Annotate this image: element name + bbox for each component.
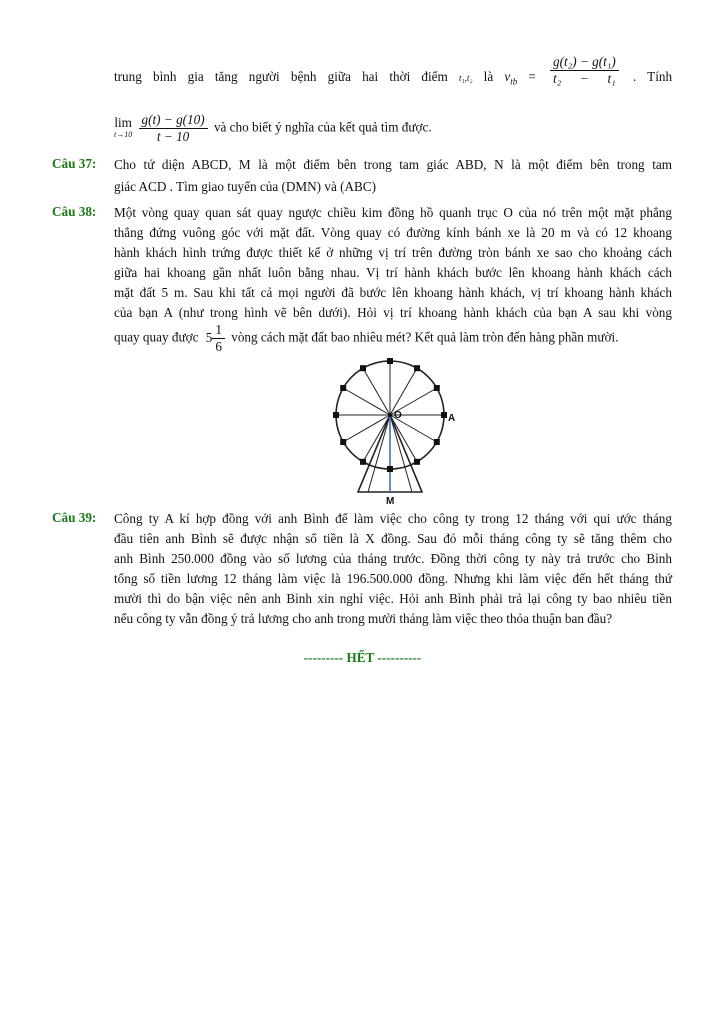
intro-line-2 xyxy=(114,112,672,145)
lim-word: lim xyxy=(114,114,132,130)
q39-line: đầu tiên anh Bình sẽ được nhận số tiền là X đồng. Sau đó mỗi tháng công ty sẽ tăng thêm cho xyxy=(114,531,672,546)
vtb-sub: tb xyxy=(510,76,518,87)
q38-last-before: quay quay được xyxy=(114,329,199,345)
limit-denominator: t − 10 xyxy=(156,129,190,144)
rate-numerator: g(t₂) − g(t₁) xyxy=(550,54,619,71)
mixed-numerator: 1 xyxy=(212,322,225,339)
q38-label: Câu 38: xyxy=(52,204,97,219)
t1-t2: t₁,t₂ xyxy=(458,73,473,83)
rate-denominator: t₂ − t₁ xyxy=(553,71,616,87)
intro-line-1 xyxy=(114,54,673,91)
intro-text-1: trung bình gia tăng người bệnh giữa hai thời điểm xyxy=(114,69,448,84)
q38-line: hành khách hình trứng được thiết kế ở những vị trí trên đường tròn bánh xe sao cho khoảng cách xyxy=(114,245,672,260)
intro-text-2: và cho biết ý nghĩa của kết quả tìm được. xyxy=(213,119,432,135)
limit-numerator: g(t) − g(10) xyxy=(139,112,208,129)
q38-line: giữa hai khoang gần nhất luôn bằng nhau. Vị trí hành khách bước lên khoang hành khách cách xyxy=(114,265,672,280)
lim-sub: t→10 xyxy=(114,129,133,139)
q38-last-after: vòng cách mặt đất bao nhiêu mét? Kết quả làm tròn đến hàng phần mười. xyxy=(231,329,619,345)
equals-sign: = xyxy=(528,69,536,84)
label-O: O xyxy=(394,410,402,421)
mixed-denominator: 6 xyxy=(215,339,222,354)
mixed-whole: 5 xyxy=(205,329,213,345)
vtb-symbol xyxy=(504,69,518,87)
label-M: M xyxy=(386,496,395,507)
label-A: A xyxy=(448,413,456,424)
end-marker: --------- HẾT ---------- xyxy=(303,650,422,665)
q39-label: Câu 39: xyxy=(52,510,97,525)
q39-line: anh Bình 250.000 đồng vào số lương của tháng trước. Đồng thời công ty này trả trước cho Bình xyxy=(114,551,672,566)
tinh-word: . Tính xyxy=(632,69,673,84)
vtb-v: v xyxy=(504,69,511,84)
ferris-wheel-figure xyxy=(328,358,468,508)
q39-line-last: nếu công ty vẫn đồng ý trả lương cho anh trong mười tháng làm việc theo thỏa thuận ban đầu? xyxy=(114,611,613,626)
q37-line-1: Cho tứ diện ABCD, M là một điểm bên trong tam giác ABD, N là một điểm bên trong tam xyxy=(114,157,672,172)
mixed-fraction xyxy=(212,322,225,355)
q38-line: Một vòng quay quan sát quay ngược chiều kim đồng hồ quanh trục O của nó trên một mặt phẳng xyxy=(114,205,672,220)
q39-line: mười thì do bận việc nên anh Bình xin nghỉ việc. Hỏi anh Bình phải trả lại công ty bao nhiêu tiền xyxy=(114,591,672,606)
q38-line: của bạn A (như trong hình vẽ bên dưới). Hỏi vị trí khoang hành khách của bạn A sau khi vòng xyxy=(114,305,672,320)
q37-line-2: giác ACD . Tìm giao tuyến của (DMN) và (ABC) xyxy=(114,179,376,194)
q37-label: Câu 37: xyxy=(52,156,97,171)
la-word: là xyxy=(483,69,494,84)
limit-fraction xyxy=(139,112,208,145)
q39-line: Công ty A kí hợp đồng với anh Bình để làm việc cho công ty trong 12 tháng với qui ước tháng xyxy=(114,511,672,526)
q38-line: thẳng đứng vuông góc với mặt đất. Vòng quay có đường kính bánh xe là 20 m và có 12 khoang xyxy=(114,225,672,240)
q38-line: mặt đất 5 m. Sau khi tất cả mọi người đã bước lên khoang hành khách, vị trí khoang hành khách xyxy=(114,285,672,300)
q38-line-last xyxy=(114,322,672,355)
q39-line: tổng số tiền lương 12 tháng làm việc là 196.500.000 đồng. Nhưng khi làm việc đến hết tháng thứ xyxy=(114,571,672,586)
limit-operator xyxy=(114,114,133,141)
center-point xyxy=(388,413,392,417)
rate-fraction xyxy=(550,54,619,87)
